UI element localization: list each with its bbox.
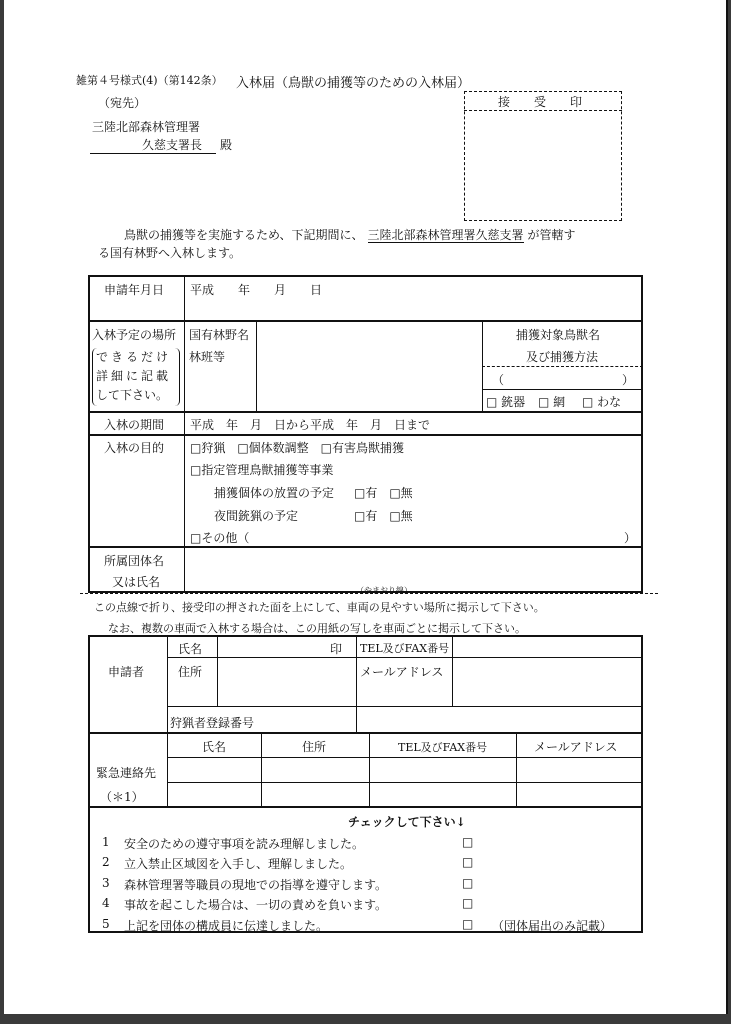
applicant-label: 申請者 (108, 665, 145, 679)
emergency-header-email: メールアドレス (534, 740, 618, 754)
form-title: 入林届（鳥獣の捕獲等のための入林届） (236, 76, 471, 91)
method-trap[interactable]: □ わな (582, 395, 622, 409)
forest-block-label: 林班等 (189, 350, 226, 364)
purpose-sub2-options[interactable]: □有 □無 (354, 509, 413, 523)
addressee-underline (90, 153, 216, 154)
check-item-2-no: 2 (102, 855, 110, 869)
check-item-1-no: 1 (102, 835, 110, 849)
period-value[interactable]: 平成 年 月 日から平成 年 月 日まで (190, 418, 431, 432)
applicant-name-label: 氏名 (178, 642, 203, 656)
location-label: 入林予定の場所 (92, 328, 177, 342)
target-label-2: 及び捕獲方法 (526, 350, 599, 364)
applicant-email-label: メールアドレス (360, 665, 444, 679)
fold-line-label: （やまおり線） (356, 586, 412, 595)
stamp-label: 接 受 印 (498, 95, 583, 109)
form-number: 雑第４号様式(4)（第142条） (76, 74, 223, 87)
check-item-3-text: 森林管理署等職員の現地での指導を遵守します。 (124, 878, 388, 892)
forest-name-label: 国有林野名 (189, 328, 250, 342)
method-net[interactable]: □ 網 (538, 395, 566, 409)
fold-line (80, 593, 658, 594)
applicant-tel-label: TEL及びFAX番号 (360, 642, 450, 655)
check-item-5-box[interactable]: □ (462, 917, 474, 931)
addressee-org: 三陸北部森林管理署 (92, 120, 201, 134)
stamp-divider (464, 110, 622, 111)
period-label: 入林の期間 (104, 418, 165, 432)
purpose-sub2-label: 夜間銃猟の予定 (214, 509, 299, 523)
purpose-other[interactable]: □その他（ (190, 531, 250, 545)
check-item-3-no: 3 (102, 876, 110, 890)
check-item-4-no: 4 (102, 896, 110, 910)
method-gun[interactable]: □ 銃器 (486, 395, 526, 409)
addressee-label: （宛先） (98, 96, 147, 110)
emergency-header-tel: TEL及びFAX番号 (398, 741, 488, 754)
purpose-label: 入林の目的 (104, 441, 165, 455)
emergency-note: （＊1） (100, 790, 144, 804)
org-label-2: 又は氏名 (112, 575, 161, 589)
check-item-5-note: （団体届出のみ記載） (492, 919, 613, 933)
fold-note-1: この点線で折り、接受印の押された面を上にして、車両の見やすい場所に掲示して下さい。 (94, 601, 545, 614)
purpose-line1[interactable]: □狩猟 □個体数調整 □有害鳥獣捕獲 (190, 441, 405, 455)
target-label-1: 捕獲対象鳥獣名 (516, 328, 601, 342)
checklist-title: チェックして下さい↓ (348, 815, 466, 829)
check-item-1-text: 安全のための遵守事項を読み理解しました。 (124, 837, 365, 851)
purpose-other-close: ） (624, 531, 637, 545)
purpose-line2[interactable]: □指定管理鳥獣捕獲等事業 (190, 463, 334, 477)
hunter-number-label: 狩猟者登録番号 (170, 716, 255, 730)
target-paren-close: ） (622, 373, 635, 387)
applicant-seal-label: 印 (330, 642, 343, 656)
check-item-1-box[interactable]: □ (462, 835, 474, 849)
applicant-address-label: 住所 (178, 665, 203, 679)
check-item-5-text: 上記を団体の構成員に伝達しました。 (124, 919, 329, 933)
emergency-label: 緊急連絡先 (96, 766, 157, 780)
application-date-label: 申請年月日 (104, 283, 165, 297)
intro-text-b: が管轄す (527, 228, 576, 242)
target-paren-open: （ (492, 373, 505, 387)
intro-line2: る国有林野へ入林します。 (98, 246, 242, 260)
form-page (4, 0, 728, 1014)
check-item-2-box[interactable]: □ (462, 855, 474, 869)
org-label-1: 所属団体名 (104, 554, 165, 568)
check-item-3-box[interactable]: □ (462, 876, 474, 890)
intro-line1 (124, 226, 576, 243)
emergency-header-address: 住所 (302, 740, 327, 754)
intro-office: 三陸北部森林管理署久慈支署 (367, 228, 524, 242)
check-item-4-text: 事故を起こした場合は、一切の責めを負います。 (124, 898, 388, 912)
emergency-header-name: 氏名 (202, 740, 227, 754)
honorific: 殿 (220, 138, 233, 152)
addressee-person: 久慈支署長 (142, 138, 203, 152)
fold-note-2: なお、複数の車両で入林する場合は、この用紙の写しを車両ごとに掲示して下さい。 (108, 622, 526, 635)
application-date-value[interactable]: 平成 年 月 日 (190, 283, 323, 297)
check-item-4-box[interactable]: □ (462, 896, 474, 910)
check-item-2-text: 立入禁止区域図を入手し、理解しました。 (124, 857, 353, 871)
purpose-sub1-label: 捕獲個体の放置の予定 (214, 486, 335, 500)
intro-text-a: 鳥獣の捕獲等を実施するため、下記期間に、 (124, 228, 364, 242)
purpose-sub1-options[interactable]: □有 □無 (354, 486, 413, 500)
check-item-5-no: 5 (102, 917, 110, 931)
location-note: できるだけ 詳細に記載 して下さい。 (92, 348, 180, 406)
